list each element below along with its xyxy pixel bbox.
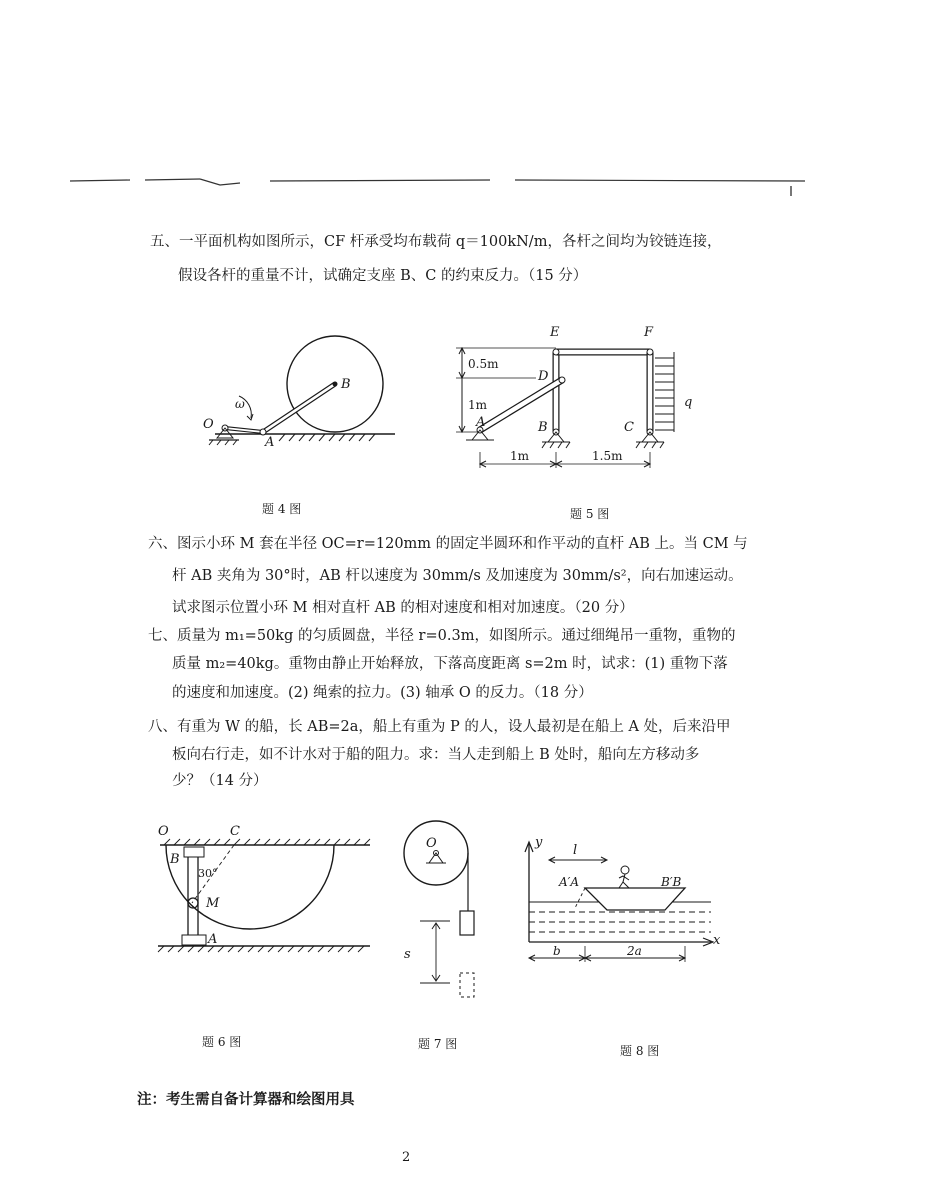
fig8-label-x: x — [713, 933, 721, 948]
question-8-text-3: 少？（14 分） — [172, 773, 268, 789]
figure-7 — [398, 815, 508, 1005]
fig5-label-A: A — [476, 415, 486, 430]
fig6-label-M: M — [206, 896, 220, 911]
question-8-line-1 — [148, 717, 731, 737]
fig7-label-s: s — [404, 947, 411, 962]
question-8-text-1: 有重为 W 的船，长 AB=2a，船上有重为 P 的人，设人最初是在船上 A 处，后来沿甲 — [177, 719, 731, 735]
fig6-label-B: B — [170, 852, 180, 867]
question-6-text-2: 杆 AB 夹角为 30°时，AB 杆以速度为 30mm/s 及加速度为 30mm/s²，向右加速运动。 — [172, 568, 743, 584]
fig6-label-angle: 30° — [198, 867, 218, 880]
fig8-label-l: l — [573, 843, 578, 858]
question-7-text-2: 质量 m₂=40kg。重物由静止开始释放，下落高度距离 s=2m 时，试求：(1) 重物下落 — [172, 656, 728, 672]
fig5-label-F: F — [644, 325, 654, 340]
figure-4 — [195, 330, 405, 465]
figure-5 — [452, 318, 702, 478]
fig5-dim-top: 0.5m — [468, 357, 499, 371]
fig5-dim-left: 1m — [468, 398, 488, 412]
question-6-text-1: 图示小环 M 套在半径 OC=r=120mm 的固定半圆环和作平动的直杆 AB 上。当 CM 与 — [177, 536, 748, 552]
fig4-label-O: O — [203, 417, 214, 432]
fig5-label-B: B — [538, 420, 548, 435]
question-5-text-1: 一平面机构如图所示，CF 杆承受均布载荷 q＝100kN/m，各杆之间均为铰链连接， — [179, 234, 722, 250]
question-5-text-2: 假设各杆的重量不计，试确定支座 B、C 的约束反力。（15 分） — [178, 268, 588, 284]
fig5-label-C: C — [624, 420, 634, 435]
question-6-line-1 — [148, 534, 748, 554]
fig4-label-B: B — [341, 377, 351, 392]
fig8-label-2a: 2a — [627, 944, 642, 958]
exam-note: 注：考生需自备计算器和绘图用具 — [137, 1092, 355, 1108]
figure-4-caption: 题 4 图 — [262, 502, 302, 516]
question-5-number: 五、 — [150, 234, 179, 250]
scan-border-line — [70, 176, 805, 190]
figure-7-caption: 题 7 图 — [418, 1037, 458, 1051]
fig5-label-E: E — [550, 325, 560, 340]
page-number: 2 — [402, 1150, 411, 1165]
fig4-label-omega: ω — [235, 397, 245, 411]
question-8-text-2: 板向右行走，如不计水对于船的阻力。求：当人走到船上 B 处时，船向左方移动多 — [172, 747, 700, 763]
fig7-label-O: O — [426, 836, 437, 851]
fig8-label-b: b — [553, 944, 561, 958]
fig5-label-D: D — [538, 369, 549, 384]
fig5-dim-bottom-1: 1m — [510, 449, 530, 463]
fig6-label-C: C — [230, 824, 240, 839]
figure-6 — [150, 815, 380, 965]
fig6-label-A: A — [208, 932, 218, 947]
scan-edge-mark — [790, 186, 792, 196]
question-7-text-3: 的速度和加速度。(2) 绳索的拉力。(3) 轴承 O 的反力。（18 分） — [172, 685, 593, 701]
question-7-number: 七、 — [148, 628, 177, 644]
fig5-dim-bottom-2: 1.5m — [592, 449, 623, 463]
question-6-text-3: 试求图示位置小环 M 相对直杆 AB 的相对速度和相对加速度。（20 分） — [172, 600, 634, 616]
fig8-label-a-prime-a: A′A — [559, 875, 580, 889]
fig4-label-A: A — [265, 435, 275, 450]
fig6-label-O: O — [158, 824, 169, 839]
figure-8 — [515, 830, 730, 975]
figure-8-caption: 题 8 图 — [620, 1044, 660, 1058]
figure-5-caption: 题 5 图 — [570, 507, 610, 521]
fig8-label-y: y — [535, 835, 543, 850]
fig8-label-b-prime-b: B′B — [661, 875, 682, 889]
figure-6-caption: 题 6 图 — [202, 1035, 242, 1049]
question-7-text-1: 质量为 m₁=50kg 的匀质圆盘，半径 r=0.3m，如图所示。通过细绳吊一重物，重物的 — [177, 628, 736, 644]
question-5-line-1 — [150, 232, 721, 252]
question-7-line-1 — [148, 626, 735, 646]
question-6-number: 六、 — [148, 536, 177, 552]
question-8-number: 八、 — [148, 719, 177, 735]
fig5-label-q: q — [684, 395, 693, 410]
